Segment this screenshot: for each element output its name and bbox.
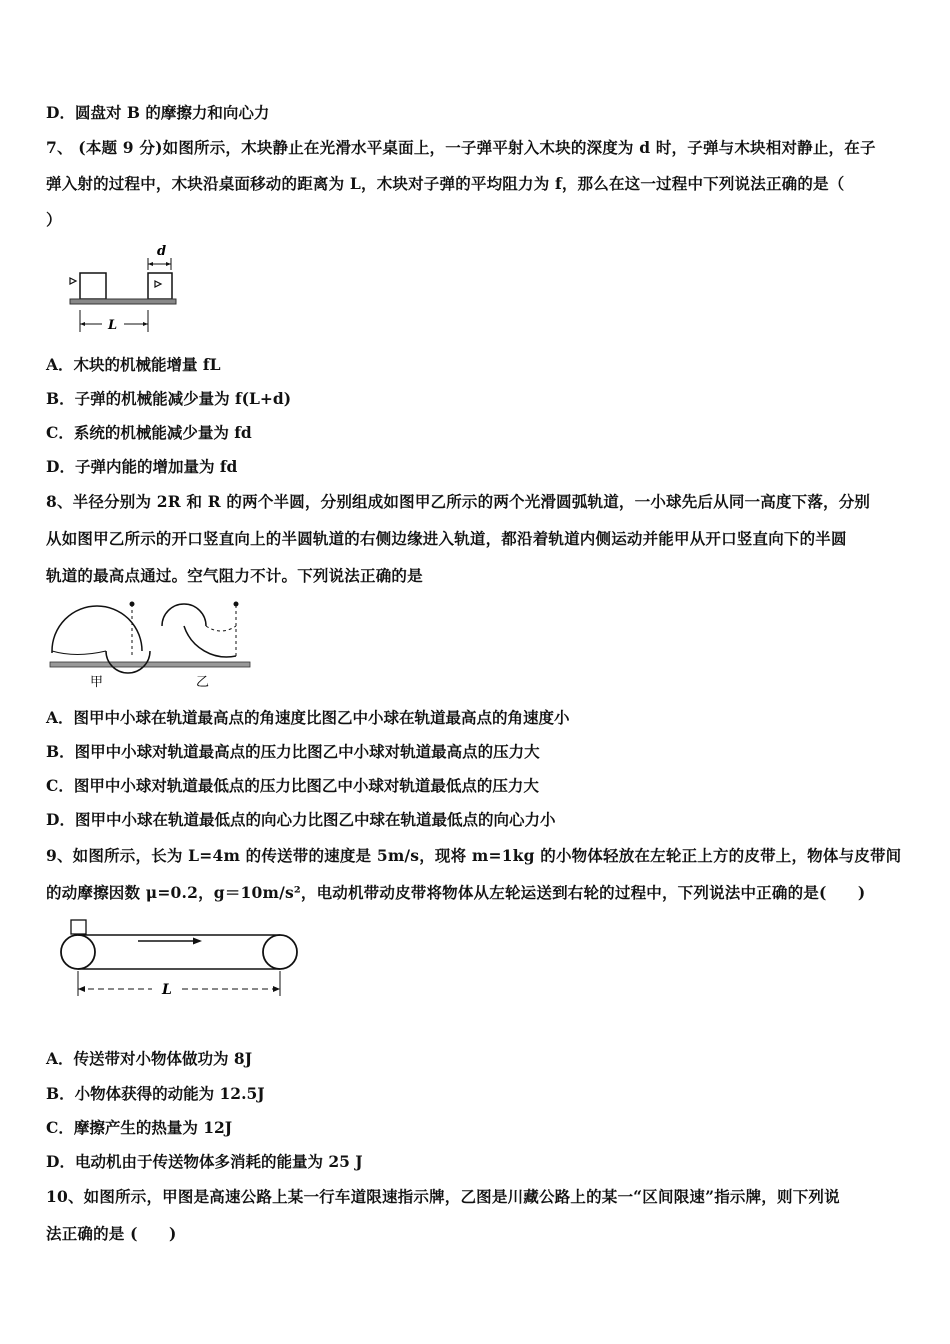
q8-option-d: D．图甲中小球在轨道最低点的向心力比图乙中球在轨道最低点的向心力小 xyxy=(46,810,556,829)
q6-option-d: D．圆盘对 B 的摩擦力和向心力 xyxy=(46,103,270,122)
q8-fig-yi-label: 乙 xyxy=(196,675,210,690)
q7-option-a: A．木块的机械能增量 fL xyxy=(46,355,221,374)
q7-figure-bullet-block xyxy=(62,240,192,340)
q7-text-line3: ） xyxy=(46,210,62,229)
q9-text-line1: 9、如图所示，长为 L=4m 的传送带的速度是 5m/s，现将 m=1kg 的小物体轻放在左轮正上方的皮带上，物体与皮带间 xyxy=(46,846,902,865)
q8-figure-tracks xyxy=(46,596,256,694)
q9-text-line2: 的动摩擦因数 μ=0.2，g＝10m/s²，电动机带动皮带将物体从左轮运送到右轮的过程中，下列说法中正确的是( ) xyxy=(46,883,866,902)
q7-text-line2: 弹入射的过程中，木块沿桌面移动的距离为 L，木块对子弹的平均阻力为 f，那么在这一过程中下列说法正确的是（ xyxy=(46,174,845,193)
q7-option-c: C．系统的机械能减少量为 fd xyxy=(46,423,252,442)
q9-option-a: A．传送带对小物体做功为 8J xyxy=(46,1049,253,1068)
q7-option-b: B．子弹的机械能减少量为 f(L+d) xyxy=(46,389,292,408)
q7-text-line1: 7、 (本题 9 分)如图所示，木块静止在光滑水平桌面上，一子弹平射入木块的深度为 d 时，子弹与木块相对静止，在子 xyxy=(46,138,876,157)
q8-option-a: A．图甲中小球在轨道最高点的角速度比图乙中小球在轨道最高点的角速度小 xyxy=(46,708,570,727)
q9-fig-L-label: L xyxy=(162,982,172,998)
q10-text-line1: 10、如图所示，甲图是高速公路上某一行车道限速指示牌，乙图是川藏公路上的某一“区间限速”指示牌，则下列说 xyxy=(46,1187,840,1206)
q8-text-line2: 从如图甲乙所示的开口竖直向上的半圆轨道的右侧边缘进入轨道，都沿着轨道内侧运动并能甲从开口竖直向下的半圆 xyxy=(46,529,847,548)
q8-text-line3: 轨道的最高点通过。空气阻力不计。下列说法正确的是 xyxy=(46,566,423,585)
q7-option-d: D．子弹内能的增加量为 fd xyxy=(46,457,238,476)
q9-option-b: B．小物体获得的动能为 12.5J xyxy=(46,1084,265,1103)
q8-text-line1: 8、半径分别为 2R 和 R 的两个半圆，分别组成如图甲乙所示的两个光滑圆弧轨道，一小球先后从同一高度下落，分别 xyxy=(46,492,871,511)
q9-option-c: C．摩擦产生的热量为 12J xyxy=(46,1118,233,1137)
q10-text-line2: 法正确的是 ( ) xyxy=(46,1224,177,1243)
q8-fig-jia-label: 甲 xyxy=(90,675,104,690)
q9-option-d: D．电动机由于传送物体多消耗的能量为 25 J xyxy=(46,1152,363,1171)
q8-option-c: C．图甲中小球对轨道最低点的压力比图乙中小球对轨道最低点的压力大 xyxy=(46,776,539,795)
q9-figure-conveyor xyxy=(56,916,306,1001)
q7-fig-L-label: L xyxy=(108,318,118,333)
q8-option-b: B．图甲中小球对轨道最高点的压力比图乙中小球对轨道最高点的压力大 xyxy=(46,742,540,761)
q7-fig-d-label: d xyxy=(157,244,167,259)
